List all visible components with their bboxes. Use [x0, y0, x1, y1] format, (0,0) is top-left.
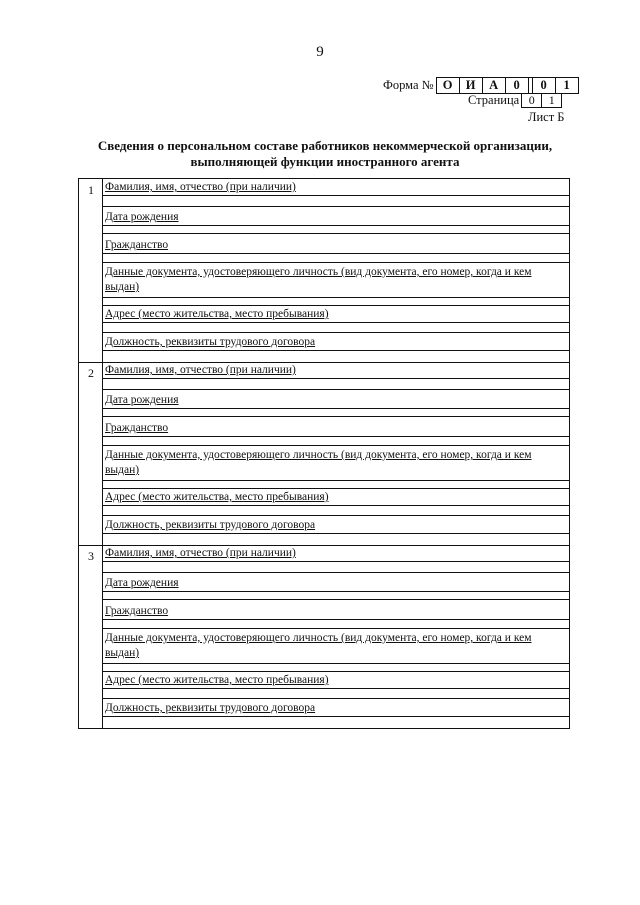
field-line	[103, 332, 569, 333]
field-label: Адрес (место жительства, место пребывания)	[105, 491, 329, 503]
field-line	[103, 480, 569, 481]
field-line	[103, 408, 569, 409]
field-line	[103, 195, 569, 196]
personnel-records-table	[78, 178, 570, 729]
field-citizenship[interactable]	[103, 601, 569, 629]
field-label: Дата рождения	[105, 394, 179, 406]
field-label: Данные документа, удостоверяющего личность (вид документа, его номер, когда и кем выдан)	[105, 266, 532, 293]
field-label: Гражданство	[105, 239, 169, 251]
field-line	[103, 515, 569, 516]
field-line	[103, 561, 569, 562]
field-full-name[interactable]	[103, 362, 569, 390]
field-id-document[interactable]	[103, 446, 569, 490]
field-label: Должность, реквизиты трудового договора	[105, 702, 316, 714]
field-line	[103, 591, 569, 592]
form-code-cell: И	[460, 78, 483, 93]
field-line	[103, 663, 569, 664]
field-label: Данные документа, удостоверяющего личность (вид документа, его номер, когда и кем выдан)	[105, 632, 532, 659]
field-label: Фамилия, имя, отчество (при наличии)	[105, 181, 296, 193]
field-label: Должность, реквизиты трудового договора	[105, 519, 316, 531]
field-label: Адрес (место жительства, место пребывания)	[105, 308, 329, 320]
form-code-cell: А	[483, 78, 506, 93]
field-address[interactable]	[103, 489, 569, 517]
field-citizenship[interactable]	[103, 235, 569, 263]
field-label: Фамилия, имя, отчество (при наличии)	[105, 547, 296, 559]
field-label: Должность, реквизиты трудового договора	[105, 336, 316, 348]
form-number-label: Форма №	[383, 78, 434, 92]
form-code-cell: 1	[563, 78, 570, 92]
form-number	[383, 77, 579, 94]
field-label: Гражданство	[105, 422, 169, 434]
record-block	[79, 545, 569, 728]
field-full-name[interactable]	[103, 179, 569, 207]
page-number: 9	[316, 44, 324, 60]
field-line	[103, 688, 569, 689]
page-indicator-label: Страница	[468, 93, 520, 107]
record-number: 1	[88, 183, 94, 197]
form-code-cell: 0	[506, 78, 529, 93]
field-full-name[interactable]	[103, 545, 569, 573]
field-line	[103, 297, 569, 298]
field-birth-date[interactable]	[103, 390, 569, 418]
form-code-boxes	[436, 77, 579, 94]
field-line	[103, 436, 569, 437]
field-position[interactable]	[103, 700, 569, 728]
record-block	[79, 362, 569, 545]
document-title-line: Сведения о персональном составе работников некоммерческой организации,	[97, 138, 553, 153]
field-label: Адрес (место жительства, место пребывания)	[105, 674, 329, 686]
field-position[interactable]	[103, 334, 569, 362]
field-line	[103, 698, 569, 699]
field-label: Данные документа, удостоверяющего личность (вид документа, его номер, когда и кем выдан)	[105, 449, 532, 476]
field-label: Фамилия, имя, отчество (при наличии)	[105, 364, 296, 376]
page-digit-cell: 0	[522, 94, 542, 107]
field-line	[103, 416, 569, 417]
field-line	[103, 533, 569, 534]
field-position[interactable]	[103, 517, 569, 545]
document-title-line: выполняющей функции иностранного агента	[190, 154, 460, 169]
field-line	[103, 350, 569, 351]
field-label: Дата рождения	[105, 577, 179, 589]
sheet-label: Лист Б	[528, 110, 565, 124]
document-title	[80, 138, 570, 170]
field-label: Гражданство	[105, 605, 169, 617]
field-id-document[interactable]	[103, 629, 569, 673]
form-code-cell: О	[437, 78, 460, 93]
page-digit-boxes	[521, 93, 562, 108]
field-line	[103, 253, 569, 254]
field-id-document[interactable]	[103, 263, 569, 307]
record-number: 2	[88, 366, 94, 380]
field-address[interactable]	[103, 672, 569, 700]
field-line	[103, 599, 569, 600]
field-birth-date[interactable]	[103, 573, 569, 601]
page-digit-cell: 1	[548, 93, 555, 107]
field-line	[103, 322, 569, 323]
field-citizenship[interactable]	[103, 418, 569, 446]
field-line	[103, 505, 569, 506]
page-indicator	[468, 93, 562, 108]
record-number: 3	[88, 549, 94, 563]
field-label: Дата рождения	[105, 211, 179, 223]
field-line	[103, 233, 569, 234]
record-block	[79, 179, 569, 362]
field-address[interactable]	[103, 306, 569, 334]
field-line	[103, 378, 569, 379]
form-code-cell: 0	[533, 78, 556, 93]
field-line	[103, 716, 569, 717]
field-line	[103, 619, 569, 620]
field-birth-date[interactable]	[103, 207, 569, 235]
field-line	[103, 225, 569, 226]
